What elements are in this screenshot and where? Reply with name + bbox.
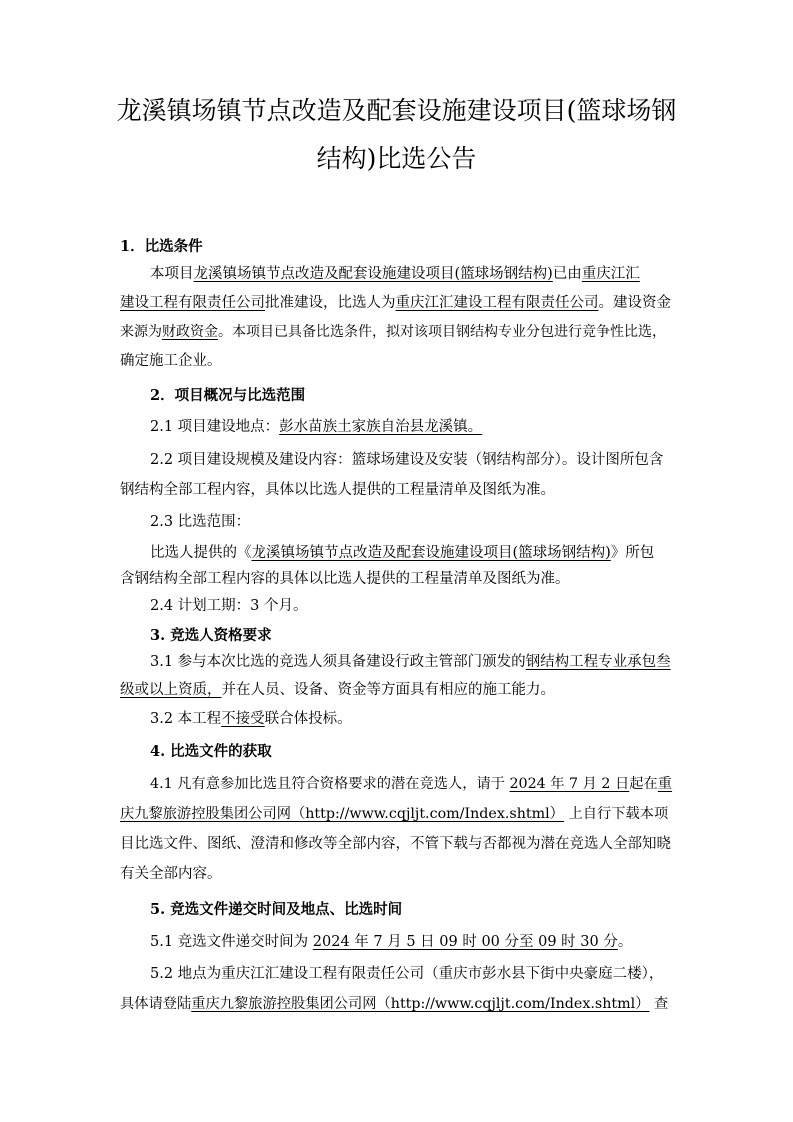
section-1-line-4: 确定施工企业。 xyxy=(120,353,222,369)
section-3-heading: 3. 竞选人资格要求 xyxy=(150,627,272,644)
section-5-2-line-1: 5.2 地点为重庆江汇建设工程有限责任公司（重庆市彭水县下街中央豪庭二楼）， xyxy=(150,966,664,982)
section-2-1: 2.1 项目建设地点：彭水苗族土家族自治县龙溪镇。 xyxy=(150,419,483,435)
section-4-1-line-4: 有关全部内容。 xyxy=(120,866,222,882)
section-2-4: 2.4 计划工期：3 个月。 xyxy=(150,598,308,614)
section-5-heading: 5. 竞选文件递交时间及地点、比选时间 xyxy=(150,901,403,918)
section-2-3: 2.3 比选范围： xyxy=(150,514,251,530)
section-1-line-1: 本项目龙溪镇场镇节点改造及配套设施建设项目(篮球场钢结构)已由重庆江汇 xyxy=(150,266,640,282)
section-1-line-2: 建设工程有限责任公司批准建设，比选人为重庆江汇建设工程有限责任公司。建设资金 xyxy=(120,295,671,311)
section-4-1-line-3: 目比选文件、图纸、澄清和修改等全部内容，不管下载与否都视为潜在竞选人全部知晓 xyxy=(120,836,671,852)
section-2-2-line-1: 2.2 项目建设规模及建设内容：篮球场建设及安装（钢结构部分）。设计图所包含 xyxy=(150,452,664,468)
section-2-heading: 2．项目概况与比选范围 xyxy=(150,387,306,404)
section-3-1-line-2: 级或以上资质，并在人员、设备、资金等方面具有相应的施工能力。 xyxy=(120,682,555,698)
document-title-line-1: 龙溪镇场镇节点改造及配套设施建设项目(篮球场钢 xyxy=(116,96,677,125)
document-title-line-2: 结构)比选公告 xyxy=(316,144,477,173)
section-5-2-line-2: 具体请登陆重庆九黎旅游控股集团公司网（http://www.cqjljt.com/Index.shtml） 查 xyxy=(120,996,669,1012)
section-1-heading: 1．比选条件 xyxy=(120,238,203,255)
section-3-1-line-1: 3.1 参与本次比选的竞选人须具备建设行政主管部门颁发的钢结构工程专业承包叁 xyxy=(150,654,671,670)
section-4-heading: 4. 比选文件的获取 xyxy=(150,743,272,760)
section-2-2-line-2: 钢结构全部工程内容，具体以比选人提供的工程量清单及图纸为准。 xyxy=(120,482,555,498)
section-4-1-line-2: 庆九黎旅游控股集团公司网（http://www.cqjljt.com/Index.shtml） 上自行下载本项 xyxy=(120,806,669,822)
section-1-line-3: 来源为财政资金。本项目已具备比选条件，拟对该项目钢结构专业分包进行竞争性比选， xyxy=(120,324,666,340)
section-4-1-line-1: 4.1 凡有意参加比选且符合资格要求的潜在竞选人，请于 2024 年 7 月 2 日起在重 xyxy=(150,776,673,792)
section-2-3-line-2: 含钢结构全部工程内容的具体以比选人提供的工程量清单及图纸为准。 xyxy=(120,571,570,587)
section-2-3-line-1: 比选人提供的《龙溪镇场镇节点改造及配套设施建设项目(篮球场钢结构)》所包 xyxy=(150,545,655,561)
section-5-1: 5.1 竞选文件递交时间为 2024 年 7 月 5 日 09 时 00 分至 09 时 30 分。 xyxy=(150,934,633,950)
section-3-2: 3.2 本工程不接受联合体投标。 xyxy=(150,711,352,727)
